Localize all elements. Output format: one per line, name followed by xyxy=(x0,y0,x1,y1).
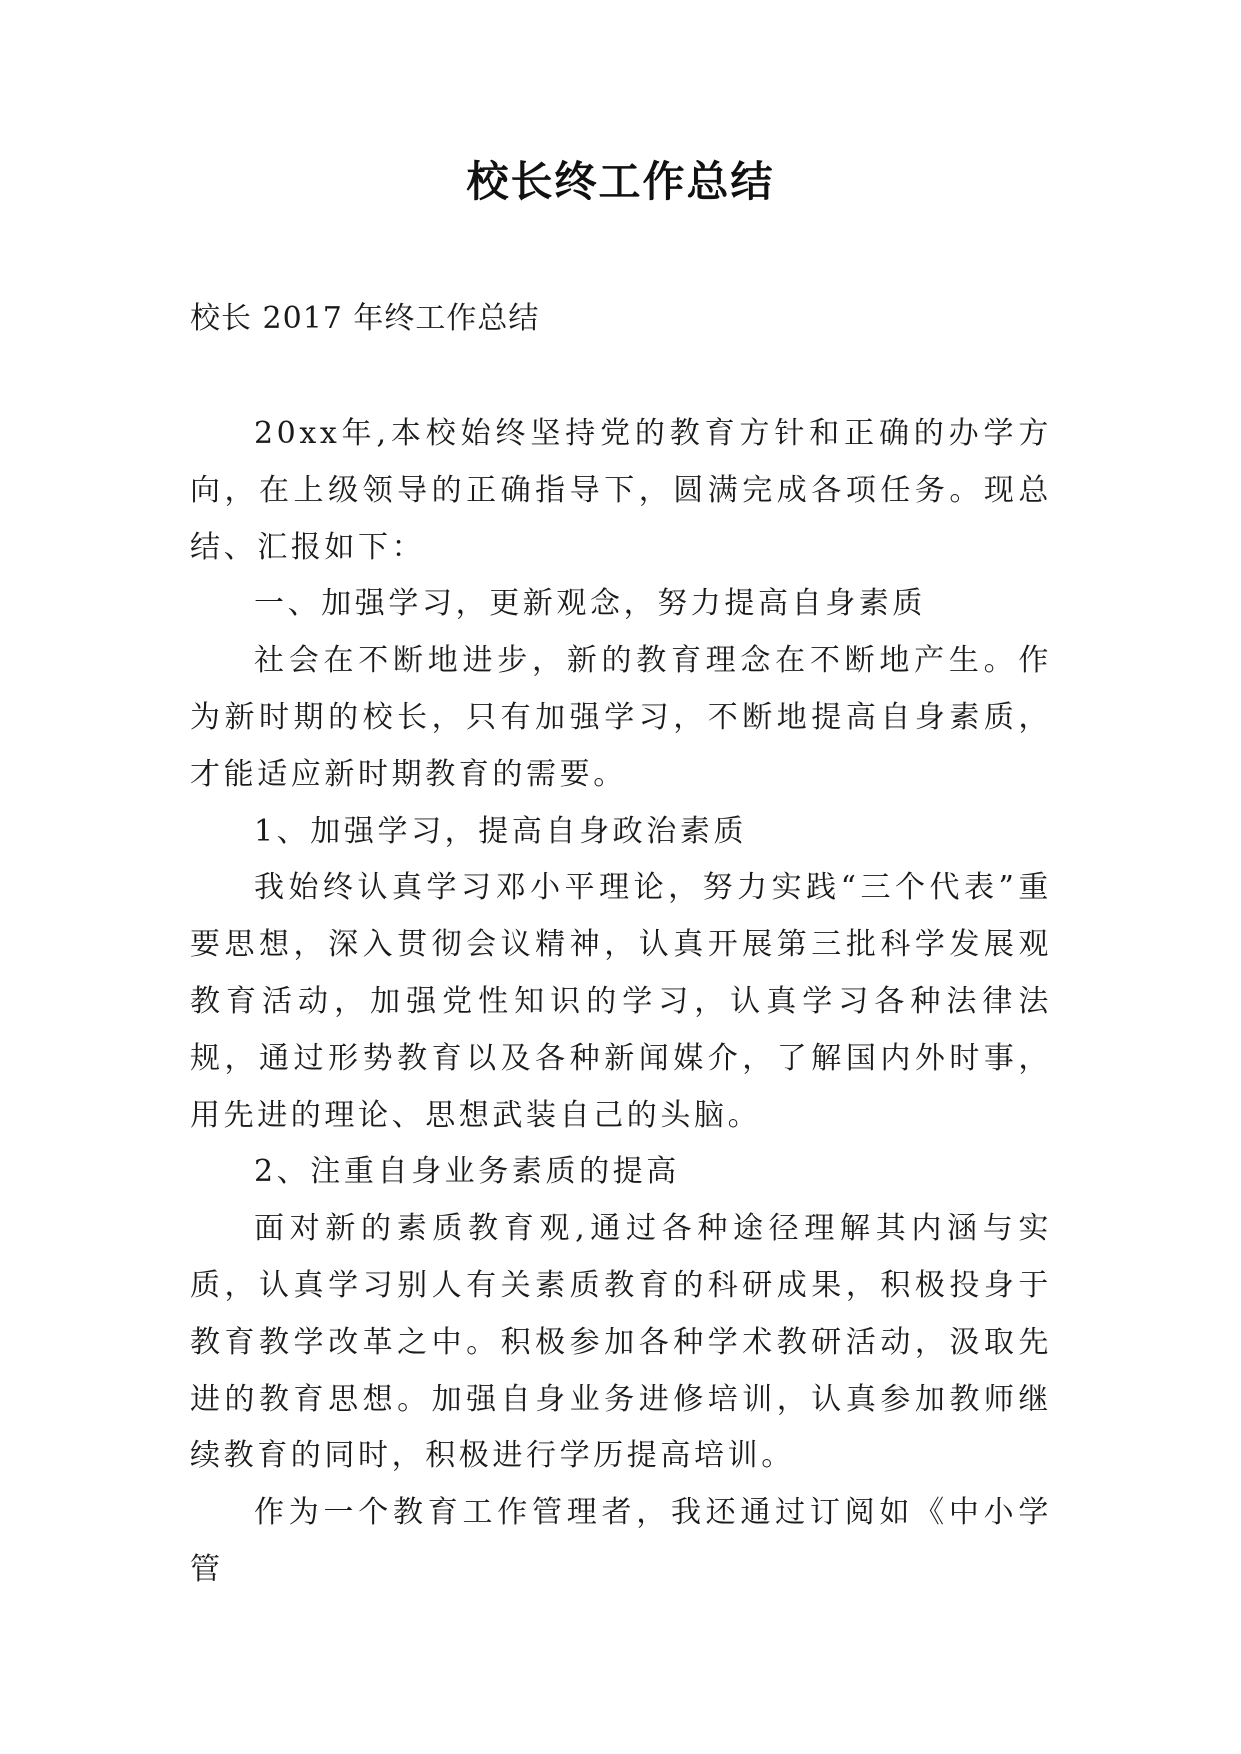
subsection-heading-2: 2、注重自身业务素质的提高 xyxy=(254,1154,680,1190)
document-body xyxy=(190,406,1052,1599)
document-subtitle: 校长 2017 年终工作总结 xyxy=(190,301,540,336)
subsection-heading-1: 1、加强学习，提高自身政治素质 xyxy=(254,813,748,849)
paragraph-section-1: 社会在不断地进步，新的教育理念在不断地产生。作为新时期的校长，只有加强学习，不断地提高自身素质，才能适应新时期教育的需要。 xyxy=(190,643,1052,792)
paragraph-subsection-1: 我始终认真学习邓小平理论，努力实践“三个代表”重要思想，深入贯彻会议精神，认真开展第三批科学发展观教育活动，加强党性知识的学习，认真学习各种法律法规，通过形势教育以及各种新闻媒介，了解国内外时事，用先进的理论、思想武装自己的头脑。 xyxy=(190,870,1052,1133)
document-title: 校长终工作总结 xyxy=(466,157,775,206)
paragraph-intro: 20xx年,本校始终坚持党的教育方针和正确的办学方向，在上级领导的正确指导下，圆满完成各项任务。现总结、汇报如下： xyxy=(190,416,1052,565)
section-heading-1: 一、加强学习，更新观念，努力提高自身素质 xyxy=(254,586,926,622)
paragraph-subsection-2: 面对新的素质教育观,通过各种途径理解其内涵与实质，认真学习别人有关素质教育的科研成果，积极投身于教育教学改革之中。积极参加各种学术教研活动，汲取先进的教育思想。加强自身业务进修培训，认真参加教师继续教育的同时，积极进行学历提高培训。 xyxy=(190,1211,1052,1474)
paragraph-continued: 作为一个教育工作管理者，我还通过订阅如《中小学管 xyxy=(190,1495,1052,1587)
